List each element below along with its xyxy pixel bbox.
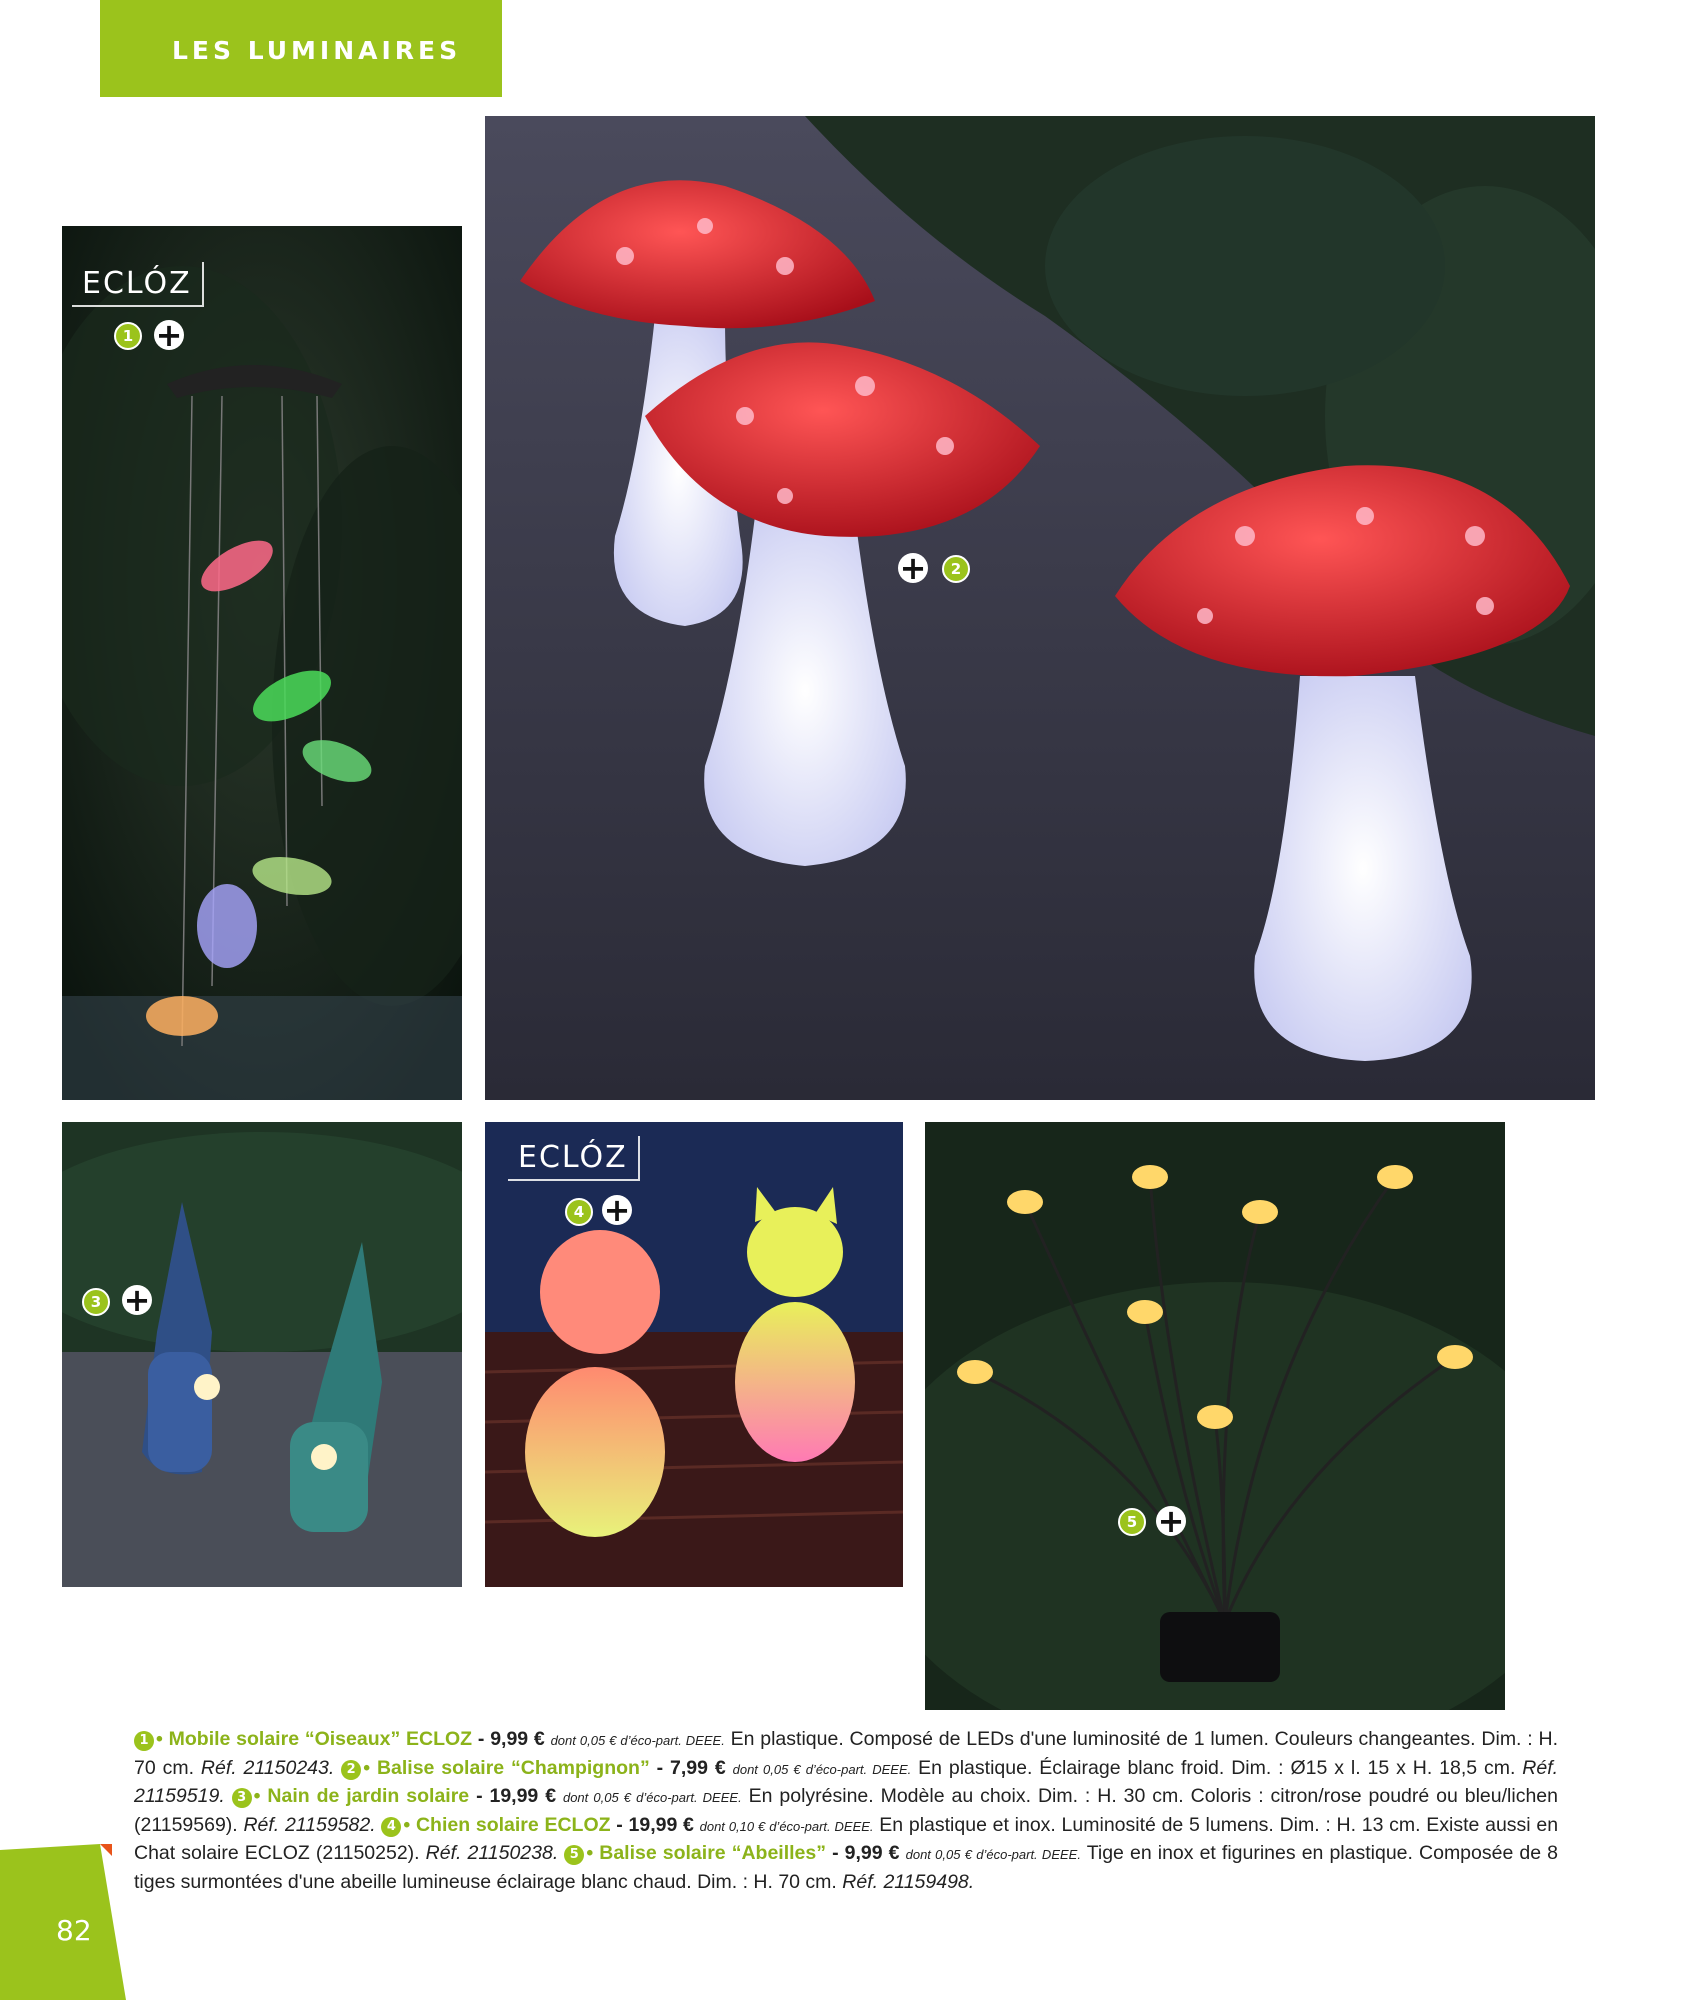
product-price-5: 9,99 € bbox=[844, 1842, 900, 1864]
product-item-3: 3 • Nain de jardin solaire - 19,99 € dont 0,05 € d’éco-part. DEEE. En polyrésine. Modèle au choix. Dim. : H. 30 cm. Coloris : citron/rose poudré ou bleu/lichen (21159569). Réf. 21159582. bbox=[134, 1785, 1558, 1836]
brand-logo-4: ECLÓZ bbox=[508, 1136, 640, 1181]
product-ref-4: Réf. 21150238. bbox=[425, 1842, 559, 1864]
product-name-1: Mobile solaire “Oiseaux” ECLOZ bbox=[168, 1728, 473, 1750]
product-ref-2: Réf. 21159519. bbox=[134, 1756, 1559, 1807]
photo-mushroom-stakes bbox=[485, 116, 1595, 1100]
eco-part-3: dont 0,05 € d’éco-part. DEEE. bbox=[562, 1790, 742, 1805]
page-number: 82 bbox=[56, 1914, 92, 1947]
plus-button-product-4[interactable]: + bbox=[603, 1191, 631, 1229]
photo-garden-gnomes bbox=[62, 1122, 462, 1587]
section-title: LES LUMINAIRES bbox=[172, 36, 462, 65]
photo-bee-stake bbox=[925, 1122, 1505, 1710]
gnomes-illustration bbox=[62, 1122, 462, 1587]
product-name-5: Balise solaire “Abeilles” bbox=[599, 1842, 826, 1864]
eco-part-5: dont 0,05 € d’éco-part. DEEE. bbox=[905, 1847, 1081, 1862]
product-item-2: 2 • Balise solaire “Champignon” - 7,99 € dont 0,05 € d’éco-part. DEEE. En plastique. Éclairage blanc froid. Dim. : Ø15 x l. 15 x H. 18,5 cm. Réf. 21159519. bbox=[134, 1756, 1559, 1807]
eco-part-4: dont 0,10 € d’éco-part. DEEE. bbox=[699, 1818, 874, 1834]
bird-mobile-illustration bbox=[62, 226, 462, 1100]
desc-number-5: 5 bbox=[564, 1845, 584, 1865]
product-item-1: 1 • Mobile solaire “Oiseaux” ECLOZ - 9,99 € dont 0,05 € d’éco-part. DEEE. En plastique. Composé de LEDs d'une luminosité de 1 lumen. Couleurs changeantes. Dim. : H. 70 cm. Réf. 21150243. bbox=[134, 1728, 1558, 1779]
desc-number-4: 4 bbox=[381, 1817, 401, 1837]
photo-solar-dog-cat bbox=[485, 1122, 903, 1587]
product-name-2: Balise solaire “Champignon” bbox=[376, 1756, 650, 1779]
eco-part-2: dont 0,05 € d’éco-part. DEEE. bbox=[732, 1761, 912, 1777]
product-number-badge-3: 3 bbox=[82, 1288, 110, 1316]
product-ref-5: Réf. 21159498. bbox=[842, 1870, 975, 1893]
product-name-4: Chien solaire ECLOZ bbox=[415, 1813, 611, 1836]
product-ref-3: Réf. 21159582. bbox=[243, 1813, 376, 1836]
product-number-badge-4: 4 bbox=[565, 1198, 593, 1226]
product-item-4: 4 • Chien solaire ECLOZ - 19,99 € dont 0,10 € d’éco-part. DEEE. En plastique et inox. Luminosité de 5 lumens. Dim. : H. 13 cm. Existe aussi en Chat solaire ECLOZ (21150252). Réf. 21150238. bbox=[134, 1813, 1559, 1864]
product-price-4: 19,99 € bbox=[628, 1813, 694, 1836]
product-ref-1: Réf. 21150243. bbox=[200, 1756, 335, 1779]
plus-button-product-2[interactable]: + bbox=[899, 549, 927, 587]
product-number-badge-2: 2 bbox=[942, 555, 970, 583]
product-details-3: En polyrésine. Modèle au choix. Dim. : H. 30 cm. Coloris : citron/rose poudré ou bleu/lichen (21159569). bbox=[134, 1785, 1558, 1836]
mushroom-illustration bbox=[485, 116, 1595, 1100]
product-details-1: En plastique. Composé de LEDs d'une luminosité de 1 lumen. Couleurs changeantes. Dim. : H. 70 cm. bbox=[134, 1728, 1558, 1779]
product-name-3: Nain de jardin solaire bbox=[267, 1785, 470, 1807]
plus-button-product-5[interactable]: + bbox=[1157, 1502, 1185, 1540]
product-item-5: 5 • Balise solaire “Abeilles” - 9,99 € dont 0,05 € d’éco-part. DEEE. Tige en inox et figurines en plastique. Composée de 8 tiges surmontées d'une abeille lumineuse éclairage blanc chaud. Dim. : H. 70 cm. Réf. 21159498. bbox=[134, 1842, 1558, 1893]
eco-part-1: dont 0,05 € d’éco-part. DEEE. bbox=[550, 1733, 725, 1748]
plus-button-product-1[interactable]: + bbox=[155, 316, 183, 354]
product-number-badge-5: 5 bbox=[1118, 1508, 1146, 1536]
desc-number-2: 2 bbox=[341, 1760, 361, 1780]
bee-stake-illustration bbox=[925, 1122, 1505, 1710]
product-details-4: En plastique et inox. Luminosité de 5 lumens. Dim. : H. 13 cm. Existe aussi en Chat solaire ECLOZ (21150252). bbox=[134, 1813, 1559, 1864]
product-price-2: 7,99 € bbox=[670, 1756, 726, 1779]
product-number-badge-1: 1 bbox=[114, 322, 142, 350]
photo-bird-mobile bbox=[62, 226, 462, 1100]
plus-button-product-3[interactable]: + bbox=[123, 1281, 151, 1319]
desc-number-1: 1 bbox=[134, 1731, 154, 1751]
dog-cat-illustration bbox=[485, 1122, 903, 1587]
product-details-2: En plastique. Éclairage blanc froid. Dim. : Ø15 x l. 15 x H. 18,5 cm. bbox=[918, 1756, 1516, 1779]
product-price-1: 9,99 € bbox=[490, 1728, 545, 1750]
section-header-tab bbox=[100, 0, 502, 97]
product-descriptions bbox=[134, 1726, 1558, 1895]
desc-number-3: 3 bbox=[232, 1788, 252, 1808]
product-details-5: Tige en inox et figurines en plastique. Composée de 8 tiges surmontées d'une abeille lumineuse éclairage blanc chaud. Dim. : H. 70 cm. bbox=[134, 1842, 1558, 1893]
product-price-3: 19,99 € bbox=[489, 1785, 557, 1807]
brand-logo-1: ECLÓZ bbox=[72, 262, 204, 307]
